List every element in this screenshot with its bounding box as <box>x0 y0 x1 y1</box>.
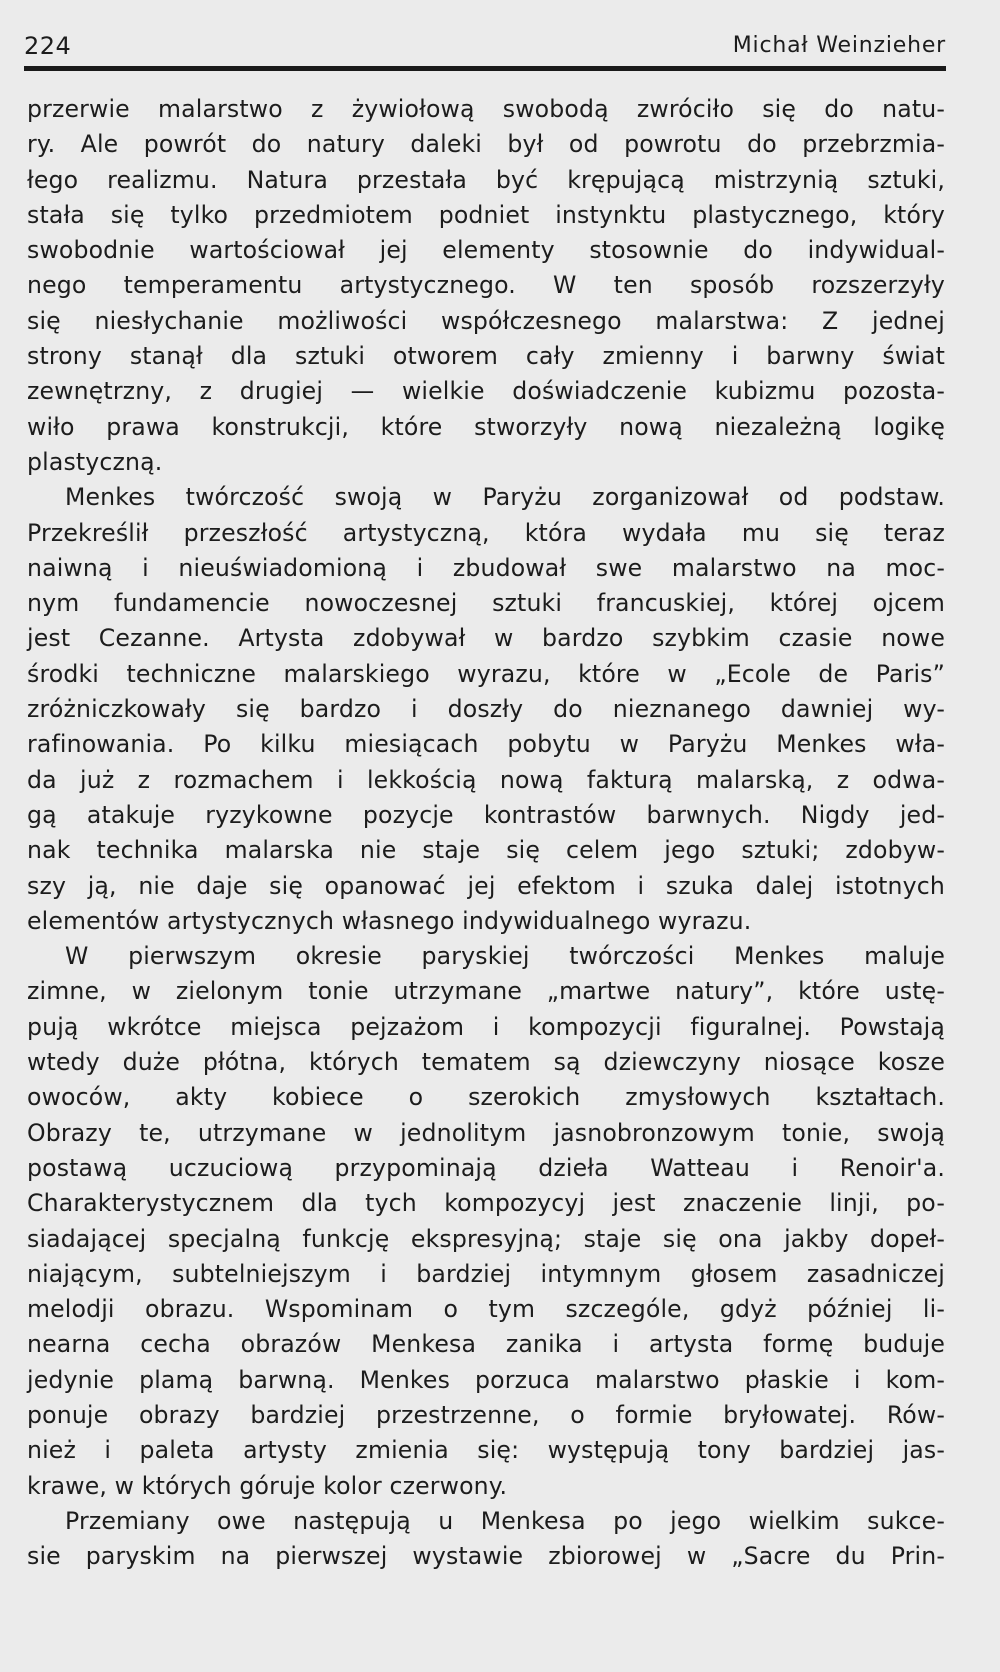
text-line: wiło prawa konstrukcji, które stworzyły nową niezależną logikę <box>27 412 945 441</box>
text-line: nego temperamentu artystycznego. W ten sposób rozszerzyły <box>27 271 945 300</box>
text-line: siadającej specjalną funkcję ekspresyjną; staje się ona jakby dopeł- <box>27 1224 945 1253</box>
text-line: stała się tylko przedmiotem podniet instynktu plastycznego, który <box>27 200 945 229</box>
page-number: 224 <box>24 32 72 60</box>
text-line: nież i paleta artysty zmienia się: występują tony bardziej jas- <box>27 1436 945 1465</box>
text-line: strony stanął dla sztuki otworem cały zmienny i barwny świat <box>27 342 945 371</box>
page-header <box>24 28 946 64</box>
text-line: swobodnie wartościował jej elementy stosownie do indywidual- <box>27 236 945 265</box>
text-line: da już z rozmachem i lekkością nową fakturą malarską, z odwa- <box>27 765 945 794</box>
paragraph <box>27 480 945 939</box>
text-line: Charakterystycznem dla tych kompozycyj jest znaczenie linji, po- <box>27 1189 945 1218</box>
text-line: postawą uczuciową przypominają dzieła Watteau i Renoir'a. <box>27 1153 945 1182</box>
text-line: wtedy duże płótna, których tematem są dziewczyny niosące kosze <box>27 1048 945 1077</box>
body-text <box>27 92 945 1574</box>
text-line: gą atakuje ryzykowne pozycje kontrastów barwnych. Nigdy jed- <box>27 800 945 829</box>
text-line: Menkes twórczość swoją w Paryżu zorganizował od podstaw. <box>65 483 945 512</box>
text-line: elementów artystycznych własnego indywidualnego wyrazu. <box>27 906 752 935</box>
text-line: W pierwszym okresie paryskiej twórczości Menkes maluje <box>65 942 945 971</box>
text-line: ponuje obrazy bardziej przestrzenne, o formie bryłowatej. Rów- <box>27 1400 945 1429</box>
text-line: nak technika malarska nie staje się celem jego sztuki; zdobyw- <box>27 836 945 865</box>
text-line: owoców, akty kobiece o szerokich zmysłowych kształtach. <box>27 1083 945 1112</box>
paragraph <box>27 1504 945 1575</box>
text-line: pują wkrótce miejsca pejzażom i kompozycji figuralnej. Powstają <box>27 1012 945 1041</box>
text-line: ry. Ale powrót do natury daleki był od powrotu do przebrzmia- <box>27 130 945 159</box>
text-line: plastyczną. <box>27 447 163 476</box>
text-line: środki techniczne malarskiego wyrazu, które w „Ecole de Paris” <box>27 659 945 688</box>
paragraph <box>27 92 945 480</box>
text-line: rafinowania. Po kilku miesiącach pobytu w Paryżu Menkes wła- <box>27 730 945 759</box>
text-line: zróżniczkowały się bardzo i doszły do nieznanego dawniej wy- <box>27 695 945 724</box>
text-line: Przekreślił przeszłość artystyczną, która wydała mu się teraz <box>27 518 945 547</box>
text-line: Przemiany owe następują u Menkesa po jego wielkim sukce- <box>65 1506 945 1535</box>
header-rule <box>24 66 946 71</box>
paragraph <box>27 939 945 1504</box>
text-line: jedynie plamą barwną. Menkes porzuca malarstwo płaskie i kom- <box>27 1365 945 1394</box>
text-line: nearna cecha obrazów Menkesa zanika i artysta formę buduje <box>27 1330 945 1359</box>
text-line: krawe, w których góruje kolor czerwony. <box>27 1471 508 1500</box>
text-line: zewnętrzny, z drugiej — wielkie doświadczenie kubizmu pozosta- <box>27 377 945 406</box>
text-line: przerwie malarstwo z żywiołową swobodą zwróciło się do natu- <box>27 95 945 123</box>
text-line: naiwną i nieuświadomioną i zbudował swe malarstwo na moc- <box>27 553 945 582</box>
text-line: jest Cezanne. Artysta zdobywał w bardzo szybkim czasie nowe <box>27 624 945 653</box>
running-head-author: Michał Weinzieher <box>732 33 946 58</box>
text-line: melodji obrazu. Wspominam o tym szczególe, gdyż później li- <box>27 1295 945 1324</box>
text-line: zimne, w zielonym tonie utrzymane „martwe natury”, które ustę- <box>27 977 945 1006</box>
text-line: niającym, subtelniejszym i bardziej intymnym głosem zasadniczej <box>27 1259 945 1288</box>
text-line: Obrazy te, utrzymane w jednolitym jasnobronzowym tonie, swoją <box>27 1118 945 1147</box>
text-line: sie paryskim na pierwszej wystawie zbiorowej w „Sacre du Prin- <box>27 1542 945 1571</box>
text-line: nym fundamencie nowoczesnej sztuki francuskiej, której ojcem <box>27 589 945 618</box>
text-line: szy ją, nie daje się opanować jej efektom i szuka dalej istotnych <box>27 871 945 900</box>
text-line: się niesłychanie możliwości współczesnego malarstwa: Z jednej <box>27 306 945 335</box>
text-line: łego realizmu. Natura przestała być krępującą mistrzynią sztuki, <box>27 165 945 194</box>
